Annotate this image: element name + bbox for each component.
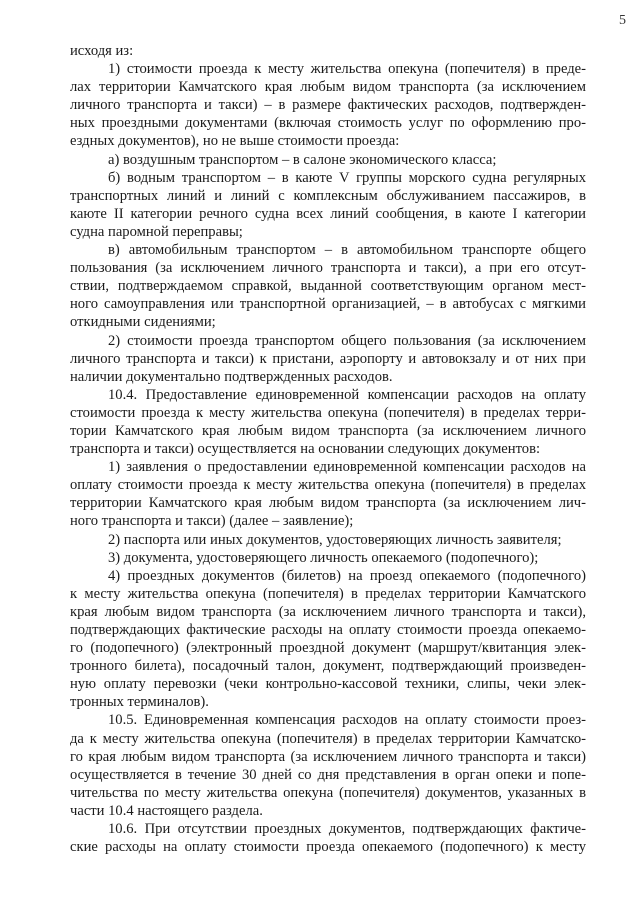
text-line: тронного билета), посадочный талон, документ, подтверждающий произведен- xyxy=(70,658,586,675)
text-line: в) автомобильным транспортом – в автомобильном транспорте общего xyxy=(108,242,586,259)
text-line: ские расходы на оплату стоимости проезда опекаемого (подопечного) к месту xyxy=(70,839,586,856)
text-line: пользования (за исключением личного транспорта и такси), а при его отсут- xyxy=(70,260,586,277)
text-line: к месту жительства опекуна (попечителя) в пределах территории Камчатского xyxy=(70,585,586,602)
text-line: личного транспорта и такси) к пристани, аэропорту и автовокзалу и от них при xyxy=(70,350,586,367)
text-line: ного самоуправления или транспортной организацией, – в автобусах с мягкими xyxy=(70,296,586,313)
text-line: лах территории Камчатского края любым видом транспорта (за исключением xyxy=(70,79,586,96)
text-line: территории Камчатского края любым видом транспорта (за исключением лич- xyxy=(70,495,586,512)
text-line: а) воздушным транспортом – в салоне экономического класса; xyxy=(108,151,497,168)
text-line: наличии документально подтвержденных расходов. xyxy=(70,368,393,385)
text-line: края любым видом транспорта (за исключением личного транспорта и такси), xyxy=(70,603,586,620)
text-line: транспортных линий и линий с комплексным обслуживанием пассажиров, в xyxy=(70,187,586,204)
text-line: осуществляется в течение 30 дней со дня представления в орган опеки и попе- xyxy=(70,766,586,783)
text-line: чительства по месту жительства опекуна (попечителя) документов, указанных в xyxy=(70,784,586,801)
text-line: оплату стоимости проезда к месту жительства опекуна (попечителя) в пределах xyxy=(70,477,586,494)
text-line: тронных терминалов). xyxy=(70,694,209,711)
text-line: личного транспорта и такси) – в размере фактических расходов, подтвержден- xyxy=(70,97,586,114)
text-line: 3) документа, удостоверяющего личность опекаемого (подопечного); xyxy=(108,549,539,566)
text-line: 4) проездных документов (билетов) на проезд опекаемого (подопечного) xyxy=(108,567,586,584)
text-line: части 10.4 настоящего раздела. xyxy=(70,802,263,819)
text-line: подтверждающих фактические расходы на оплату стоимости проезда опекаемо- xyxy=(70,622,586,638)
text-line: 10.4. Предоставление единовременной компенсации расходов на оплату xyxy=(108,386,586,403)
text-line: каюте II категории речного судна всех линий сообщения, в каюте I категории xyxy=(70,205,586,222)
text-line: тории Камчатского края любым видом транспорта (за исключением личного xyxy=(70,422,586,439)
text-line: го (подопечного) (электронный проездной документ (маршрут/квитанция элек- xyxy=(70,640,586,657)
document-body xyxy=(70,42,586,856)
text-line: 2) стоимости проезда транспортом общего пользования (за исключением xyxy=(108,332,586,349)
text-line: судна паромной переправы; xyxy=(70,223,243,240)
text-line: 1) стоимости проезда к месту жительства опекуна (попечителя) в преде- xyxy=(108,61,586,78)
text-line: 2) паспорта или иных документов, удостоверяющих личность заявителя; xyxy=(108,531,562,548)
text-line: 1) заявления о предоставлении единовременной компенсации расходов на xyxy=(108,459,586,476)
text-line: транспорта и такси) осуществляется на основании следующих документов: xyxy=(70,441,541,458)
text-line: ную оплату перевозки (чеки контрольно-кассовой техники, слипы, чеки элек- xyxy=(70,676,586,693)
text-line: ездных документов), но не выше стоимости проезда: xyxy=(70,133,400,150)
page-corner-mark: 5 xyxy=(619,13,626,28)
text-line: исходя из: xyxy=(70,43,134,59)
text-line: да к месту жительства опекуна (попечителя) в пределах территории Камчатско- xyxy=(70,730,586,747)
text-line: откидными сидениями; xyxy=(70,314,216,331)
text-line: б) водным транспортом – в каюте V группы морского судна регулярных xyxy=(108,169,586,186)
text-line: ствии, подтверждаемом справкой, выданной соответствующим органом мест- xyxy=(70,278,586,295)
text-line: ного транспорта и такси) (далее – заявление); xyxy=(70,513,354,530)
text-line: стоимости проезда к месту жительства опекуна (попечителя) в пределах терри- xyxy=(70,404,586,421)
text-line: ных проездными документами (включая стоимость услуг по оформлению про- xyxy=(70,115,586,132)
text-line: го края любым видом транспорта (за исключением личного транспорта и такси) xyxy=(70,748,586,765)
text-line: 10.6. При отсутствии проездных документов, подтверждающих фактиче- xyxy=(108,821,586,838)
text-line: 10.5. Единовременная компенсация расходов на оплату стоимости проез- xyxy=(108,712,586,729)
